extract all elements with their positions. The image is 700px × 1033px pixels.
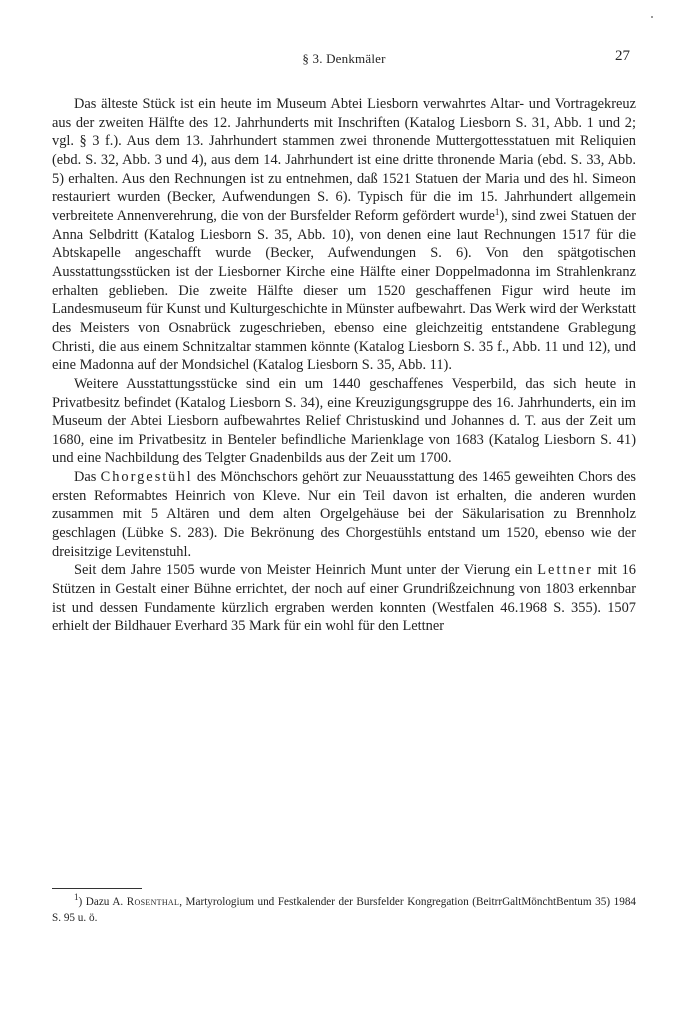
paragraph-3-rest: des Mönchschors gehört zur Neuausstattung des 1465 geweihten Chors des ersten Reformabtes Heinrich von Kleve. Nur ein Teil davon ist erhalten, die anderen wurden zusammen mit 5 Altären und dem alten Orgelgehäuse bei der Säkularisation zu Brennholz geschlagen (Lübke S. 283). Die Bekrönung des Chorgestühls entstand um 1520, ebenso wie der dreisitzige Levitenstuhl. (52, 469, 636, 560)
footnote-reference: 1 (494, 206, 500, 217)
footnote (52, 894, 636, 926)
term-lettner: Lettner (537, 562, 593, 579)
body-text (52, 95, 636, 636)
footnote-marker: 1 (74, 892, 79, 902)
scan-speck (651, 16, 653, 18)
paragraph-1 (52, 95, 636, 375)
paragraph-3-lead: Das (74, 469, 101, 486)
page-number: 27 (615, 48, 630, 64)
paragraph-2: Weitere Ausstattungsstücke sind ein um 1440 geschaffenes Vesperbild, das sich heute in Privatbesitz befindet (Katalog Liesborn S. 34), eine Kreuzigungsgruppe des 16. Jahrhunderts, ein im Museum der Abtei Liesborn aufbewahrtes Relief Christuskind und Johannes d. T. aus der Zeit um 1680, eine im Privatbesitz in Benteler befindliche Marienklage von 1683 (Katalog Liesborn S. 41) und eine Nachbildung des Telgter Gnadenbilds aus der Zeit um 1700. (52, 375, 636, 467)
paragraph-3 (52, 468, 636, 561)
footnote-rest: , Martyrologium und Festkalender der Bursfelder Kongregation (BeitrrGaltMönchtBentum 35) 1984 S. 95 u. ö. (52, 896, 637, 924)
paragraph-4 (52, 561, 636, 636)
footnote-author: Rosenthal (126, 896, 180, 908)
term-chorgestuehl: Chorgestühl (100, 469, 193, 486)
paragraph-4-lead: Seit dem Jahre 1505 wurde von Meister Heinrich Munt unter der Vierung ein (74, 562, 538, 579)
running-header (52, 48, 636, 72)
footnote-rule (52, 888, 142, 889)
footnote-1 (52, 894, 636, 926)
paragraph-1-text-rest: ), sind zwei Statuen der Anna Selbdritt (Katalog Liesborn S. 35, Abb. 10), von denen eine laut Rechnungen 1517 für die Abtskapelle angeschafft wurde (Becker, Aufwendungen S. 6). Von den spätgotischen Ausstattungsstücken ist der Liesborner Kirche eine Hälfte einer Doppelmadonna im Strahlenkranz erhalten geblieben. Die zweite Hälfte dieser um 1520 geschaffenen Figur wird heute im Landesmuseum für Kunst und Kulturgeschichte in Münster aufbewahrt. Das Werk wird der Werkstatt des Meisters von Osnabrück zugeschrieben, ebenso eine gleichzeitig entstandene Grablegung Christi, die aus einem Schnitzaltar stammen könnte (Katalog Liesborn S. 35 f., Abb. 11 und 12), und eine Madonna auf der Mondsichel (Katalog Liesborn S. 35, Abb. 11). (52, 207, 636, 374)
paragraph-4-rest: mit 16 Stützen in Gestalt einer Bühne errichtet, der noch auf einer Grundrißzeichnung von 1803 erkennbar ist und dessen Fundamente kürzlich ergraben werden konnten (Westfalen 46.1968 S. 355). 1507 erhielt der Bildhauer Everhard 35 Mark für ein wohl für den Lettner (52, 562, 637, 635)
paragraph-1-text: Das älteste Stück ist ein heute im Museum Abtei Liesborn verwahrtes Altar- und Vortragekreuz aus der zweiten Hälfte des 12. Jahrhunderts mit Inschriften (Katalog Liesborn S. 31, Abb. 1 und 2; vgl. § 3 f.). Aus dem 13. Jahrhundert stammen zwei thronende Muttergottesstatuen mit Reliquien (ebd. S. 32, Abb. 3 und 4), aus dem 14. Jahrhundert ist eine dritte thronende Maria (ebd. S. 33, Abb. 5) erhalten. Aus den Rechnungen ist zu entnehmen, daß 1521 Statuen der Maria und des hl. Simeon restauriert wurden (Becker, Aufwendungen S. 6). Typisch für die im 15. Jahrhundert allgemein verbreitete Annenverehrung, die von der Bursfelder Reform gefördert wurde (52, 96, 636, 224)
footnote-lead: ) Dazu A. (78, 896, 127, 908)
section-title: § 3. Denkmäler (302, 51, 386, 66)
